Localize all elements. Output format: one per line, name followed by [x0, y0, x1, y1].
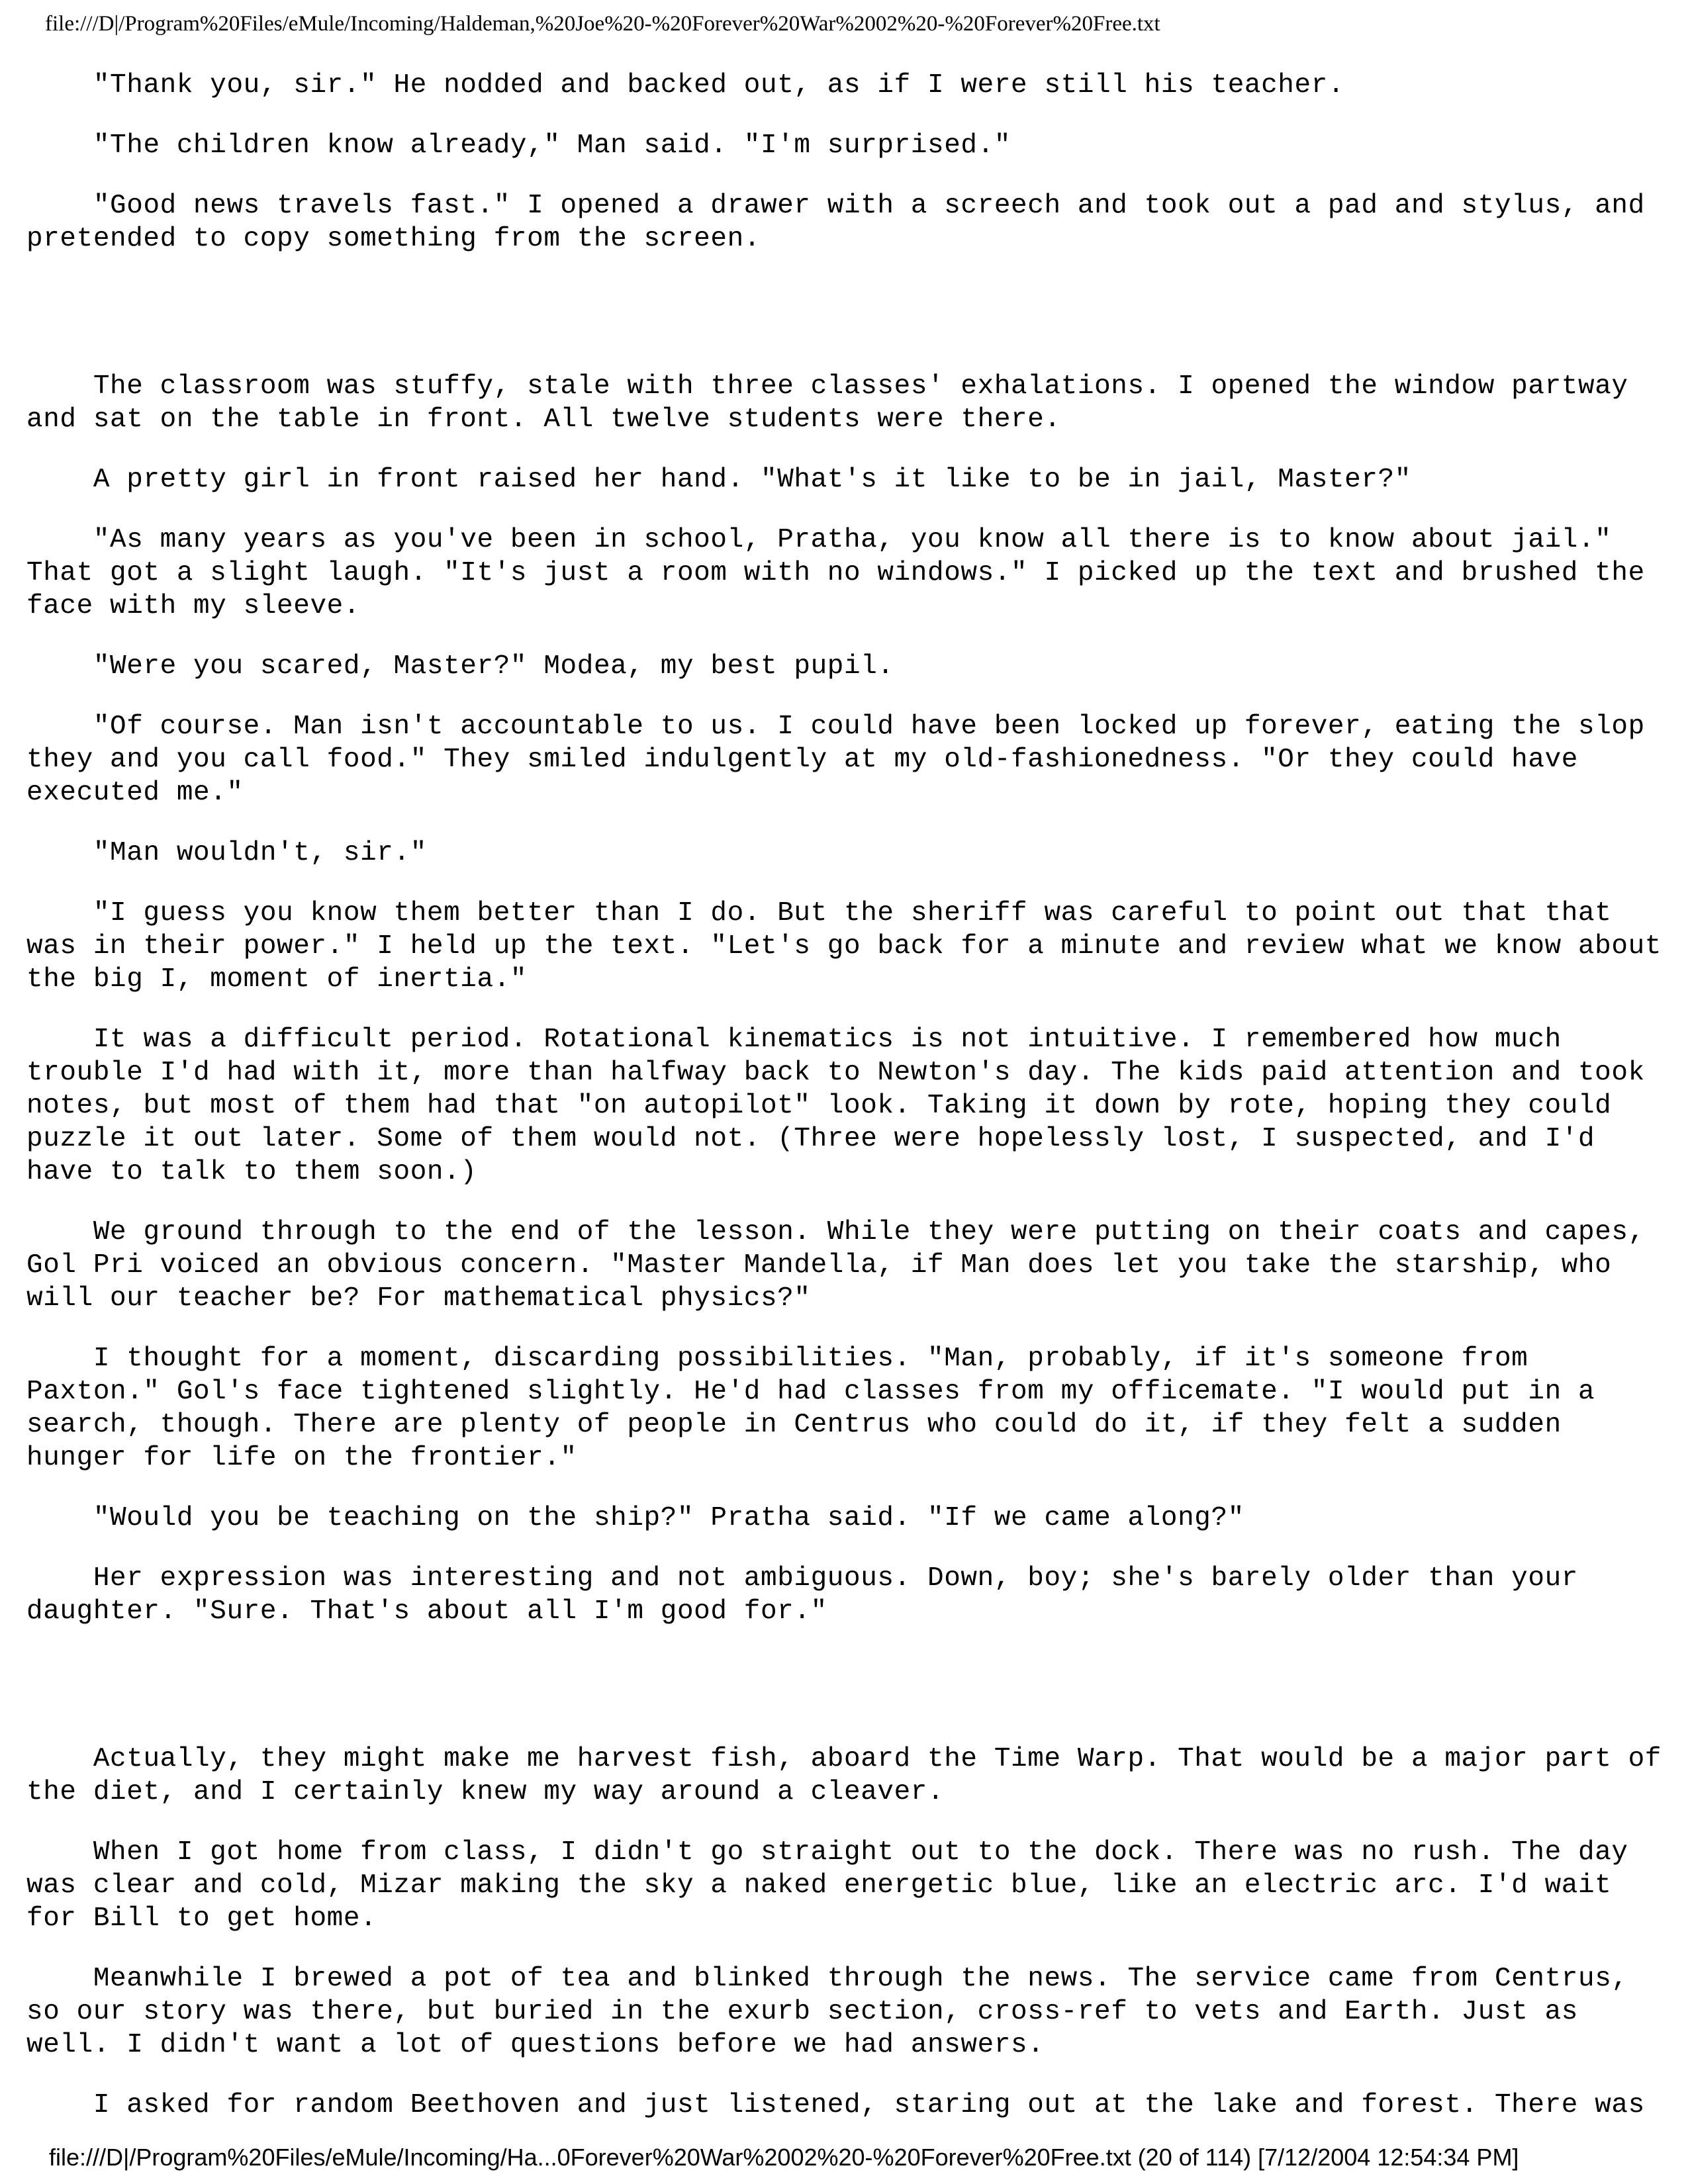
paragraph-2: "The children know already," Man said. "I'm surprised." — [26, 130, 1011, 161]
paragraph-14: "Would you be teaching on the ship?" Pratha said. "If we came along?" — [26, 1503, 1244, 1533]
paragraph-17: When I got home from class, I didn't go straight out to the dock. There was no rush. The day was clear and cold, Mizar making the sky a naked energetic blue, like an electric arc. I'd wait for Bill to get home. — [26, 1837, 1645, 1934]
footer-page-info: file:///D|/Program%20Files/eMule/Incoming/Ha...0Forever%20War%2002%20-%20Forever%20Free.txt (20 of 114) [7/12/2004 12:54:34 PM] — [49, 2144, 1519, 2171]
paragraph-4: The classroom was stuffy, stale with three classes' exhalations. I opened the window partway and sat on the table in front. All twelve students were there. — [26, 371, 1645, 435]
scene-break — [26, 283, 1668, 370]
paragraph-6: "As many years as you've been in school, Pratha, you know all there is to know about jail." That got a slight laugh. "It's just a room with no windows." I picked up the text and brushed the face with my sleeve. — [26, 525, 1662, 621]
scene-break — [26, 1655, 1668, 1743]
paragraph-10: "I guess you know them better than I do. But the sheriff was careful to point out that that was in their power." I held up the text. "Let's go back for a minute and review what we know about the big I, moment of inertia." — [26, 898, 1679, 995]
paragraph-7: "Were you scared, Master?" Modea, my best pupil. — [26, 651, 894, 682]
paragraph-8: "Of course. Man isn't accountable to us. I could have been locked up forever, eating the slop they and you call food." They smiled indulgently at my old-fashionedness. "Or they could have executed me." — [26, 711, 1662, 808]
paragraph-11: It was a difficult period. Rotational kinematics is not intuitive. I remembered how much trouble I'd had with it, more than halfway back to Newton's day. The kids paid attention and took notes, but most of them had that "on autopilot" look. Taking it down by rote, hoping they could puzzle it out later. Some of them would not. (Three were hopelessly lost, I suspected, and I'd have to talk to them soon.) — [26, 1024, 1662, 1187]
paragraph-15: Her expression was interesting and not ambiguous. Down, boy; she's barely older than your daughter. "Sure. That's about all I'm good for." — [26, 1563, 1595, 1627]
paragraph-13: I thought for a moment, discarding possibilities. "Man, probably, if it's someone from Paxton." Gol's face tightened slightly. He'd had classes from my officemate. "I would put in a search, though. There are plenty of people in Centrus who could do it, if they felt a sudden hunger for life on the frontier." — [26, 1343, 1612, 1473]
paragraph-5: A pretty girl in front raised her hand. "What's it like to be in jail, Master?" — [26, 465, 1411, 495]
paragraph-16: Actually, they might make me harvest fish, aboard the Time Warp. That would be a major part of the diet, and I certainly knew my way around a cleaver. — [26, 1744, 1679, 1807]
paragraph-19: I asked for random Beethoven and just listened, staring out at the lake and forest. There was — [26, 2090, 1645, 2120]
paragraph-1: "Thank you, sir." He nodded and backed out, as if I were still his teacher. — [26, 70, 1345, 101]
document-body — [26, 69, 1679, 2149]
paragraph-18: Meanwhile I brewed a pot of tea and blinked through the news. The service came from Centrus, so our story was there, but buried in the exurb section, cross-ref to vets and Earth. Just as well. I didn't want a lot of questions before we had answers. — [26, 1964, 1645, 2060]
header-file-url: file:///D|/Program%20Files/eMule/Incoming/Haldeman,%20Joe%20-%20Forever%20War%2002%20-%20Forever%20Free.txt — [45, 12, 1160, 36]
paragraph-9: "Man wouldn't, sir." — [26, 838, 427, 868]
paragraph-12: We ground through to the end of the lesson. While they were putting on their coats and capes, Gol Pri voiced an obvious concern. "Master Mandella, if Man does let you take the starship, who will our teacher be? For mathematical physics?" — [26, 1217, 1662, 1314]
paragraph-3: "Good news travels fast." I opened a drawer with a screech and took out a pad and stylus, and pretended to copy something from the screen. — [26, 191, 1662, 254]
